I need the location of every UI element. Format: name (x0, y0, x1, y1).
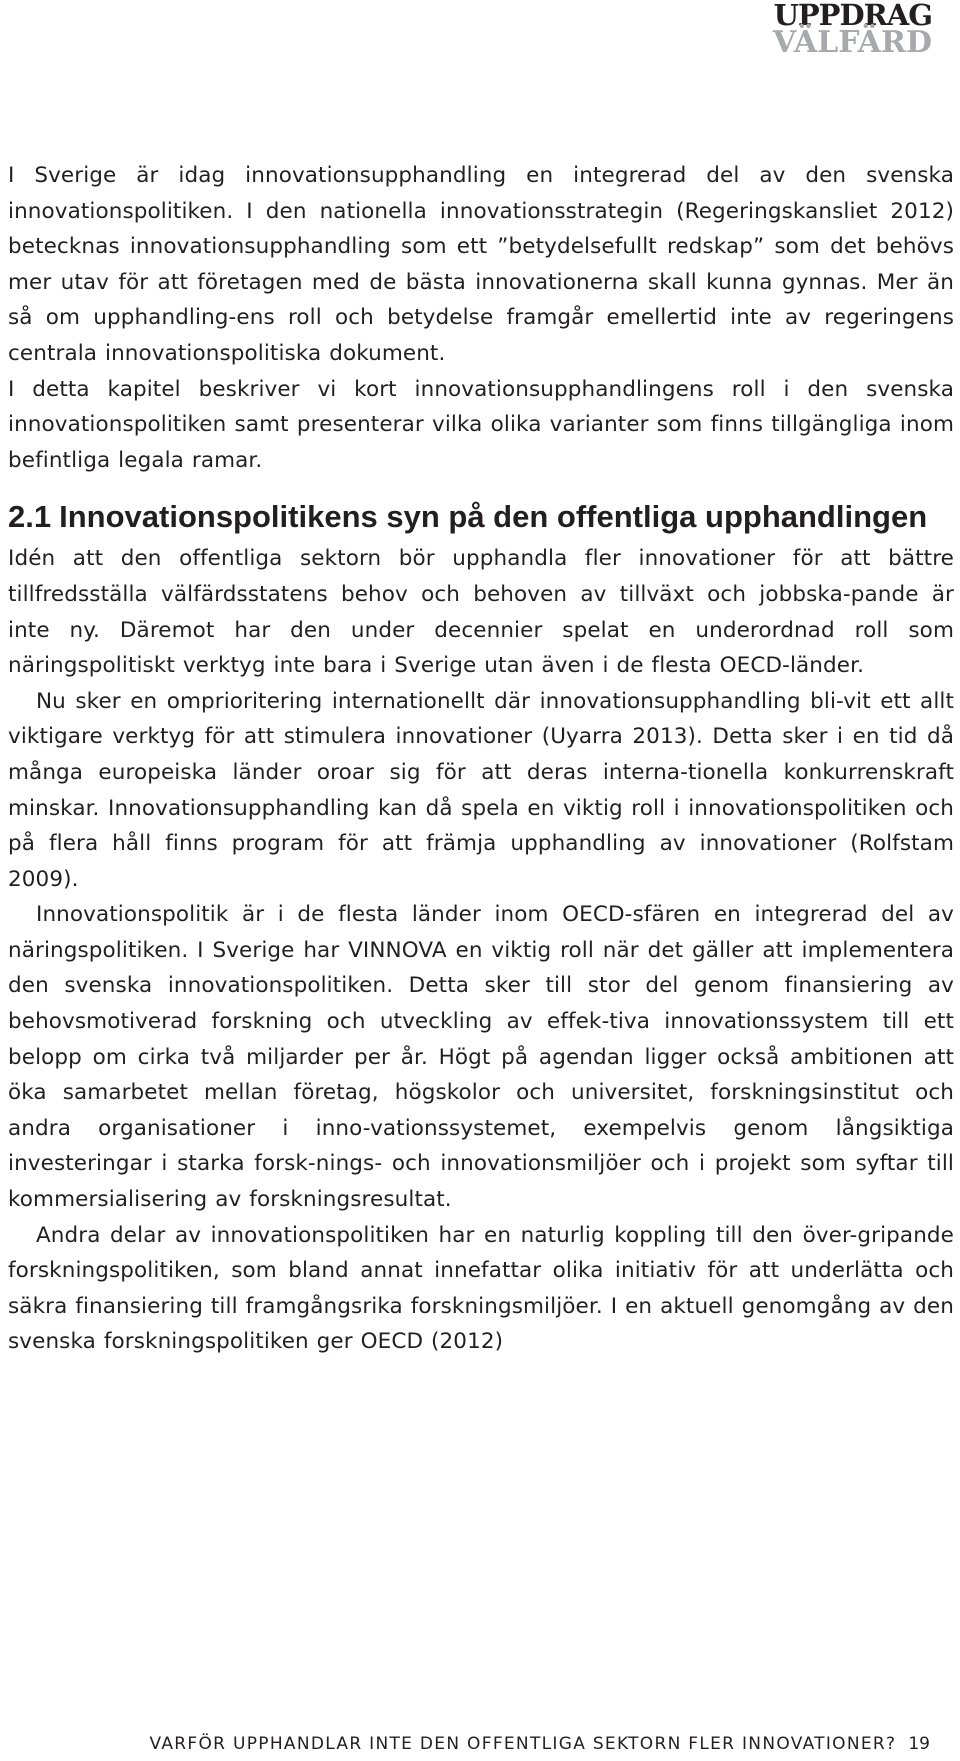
intro-paragraph-2: I detta kapitel beskriver vi kort innovationsupphandlingens roll i den svenska innovationspolitiken samt presenterar vilka olika varianter som finns tillgängliga inom befintliga legala ramar. (8, 376, 954, 473)
intro-paragraph-1: I Sverige är idag innovationsupphandling en integrerad del av den svenska innovationspolitiken. I den nationella innovationsstrategin (Regeringskansliet 2012) betecknas innovationsupphandling som ett ”betydelsefullt redskap” som det behövs mer utav för att företagen med de bästa innovationerna skall kunna gynnas. Mer än så om upphandling-ens roll och betydelse framgår emellertid inte av regeringens centrala innovationspolitiska dokument. (8, 163, 954, 366)
section-paragraph-4: Andra delar av innovationspolitiken har en naturlig koppling till den över-gripande forskningspolitiken, som bland annat innefattar olika initiativ för att underlätta och säkra finansiering till framgångsrika forskningsmiljöer. I en aktuell genomgång av den svenska forskningspolitiken ger OECD (2012) (8, 1222, 954, 1355)
page-footer (0, 1734, 960, 1754)
page-body (8, 158, 954, 1360)
section-paragraph-2: Nu sker en omprioritering internationellt där innovationsupphandling bli-vit ett allt viktigare verktyg för att stimulera innovationer (Uyarra 2013). Detta sker i en tid då många europeiska länder oroar sig för att deras interna-tionella konkurrenskraft minskar. Innovationsupphandling kan då spela en viktig roll i innovationspolitiken och på flera håll finns program för att främja upphandling av innovationer (Rolfstam 2009). (8, 688, 954, 892)
section-title: Innovationspolitikens syn på den offentliga upphandlingen (59, 499, 928, 535)
logo-line-2: VÄLFÄRD (772, 25, 932, 60)
section-heading (8, 496, 954, 537)
uppdrag-valfard-logo (732, 2, 932, 60)
section-paragraph-1: Idén att den offentliga sektorn bör upphandla fler innovationer för att bättre tillfredsställa välfärdsstatens behov och behoven av tillväxt och jobbska-pande är inte ny. Däremot har den under decennier spelat en underordnad roll som näringspolitiskt verktyg inte bara i Sverige utan även i de flesta OECD-länder. (8, 546, 954, 679)
section-body (8, 541, 954, 1360)
logo-line-1: UPPDRAG (773, 0, 932, 32)
section-number: 2.1 (8, 499, 52, 535)
page-number: 19 (908, 1734, 930, 1754)
running-title: VARFÖR UPPHANDLAR INTE DEN OFFENTLIGA SEKTORN FLER INNOVATIONER? (149, 1734, 897, 1754)
section-paragraph-3: Innovationspolitik är i de flesta länder inom OECD-sfären en integrerad del av näringspolitiken. I Sverige har VINNOVA en viktig roll när det gäller att implementera den svenska innovationspolitiken. Detta sker till stor del genom finansiering av behovsmotiverad forskning och utveckling av effek-tiva innovationssystem till ett belopp om cirka två miljarder per år. Högt på agendan ligger också ambitionen att öka samarbetet mellan företag, högskolor och universitet, forskningsinstitut och andra organisationer i inno-vationssystemet, exempelvis genom långsiktiga investeringar i starka forsk-nings- och innovationsmiljöer och i projekt som syftar till kommersialisering av forskningsresultat. (8, 902, 954, 1213)
